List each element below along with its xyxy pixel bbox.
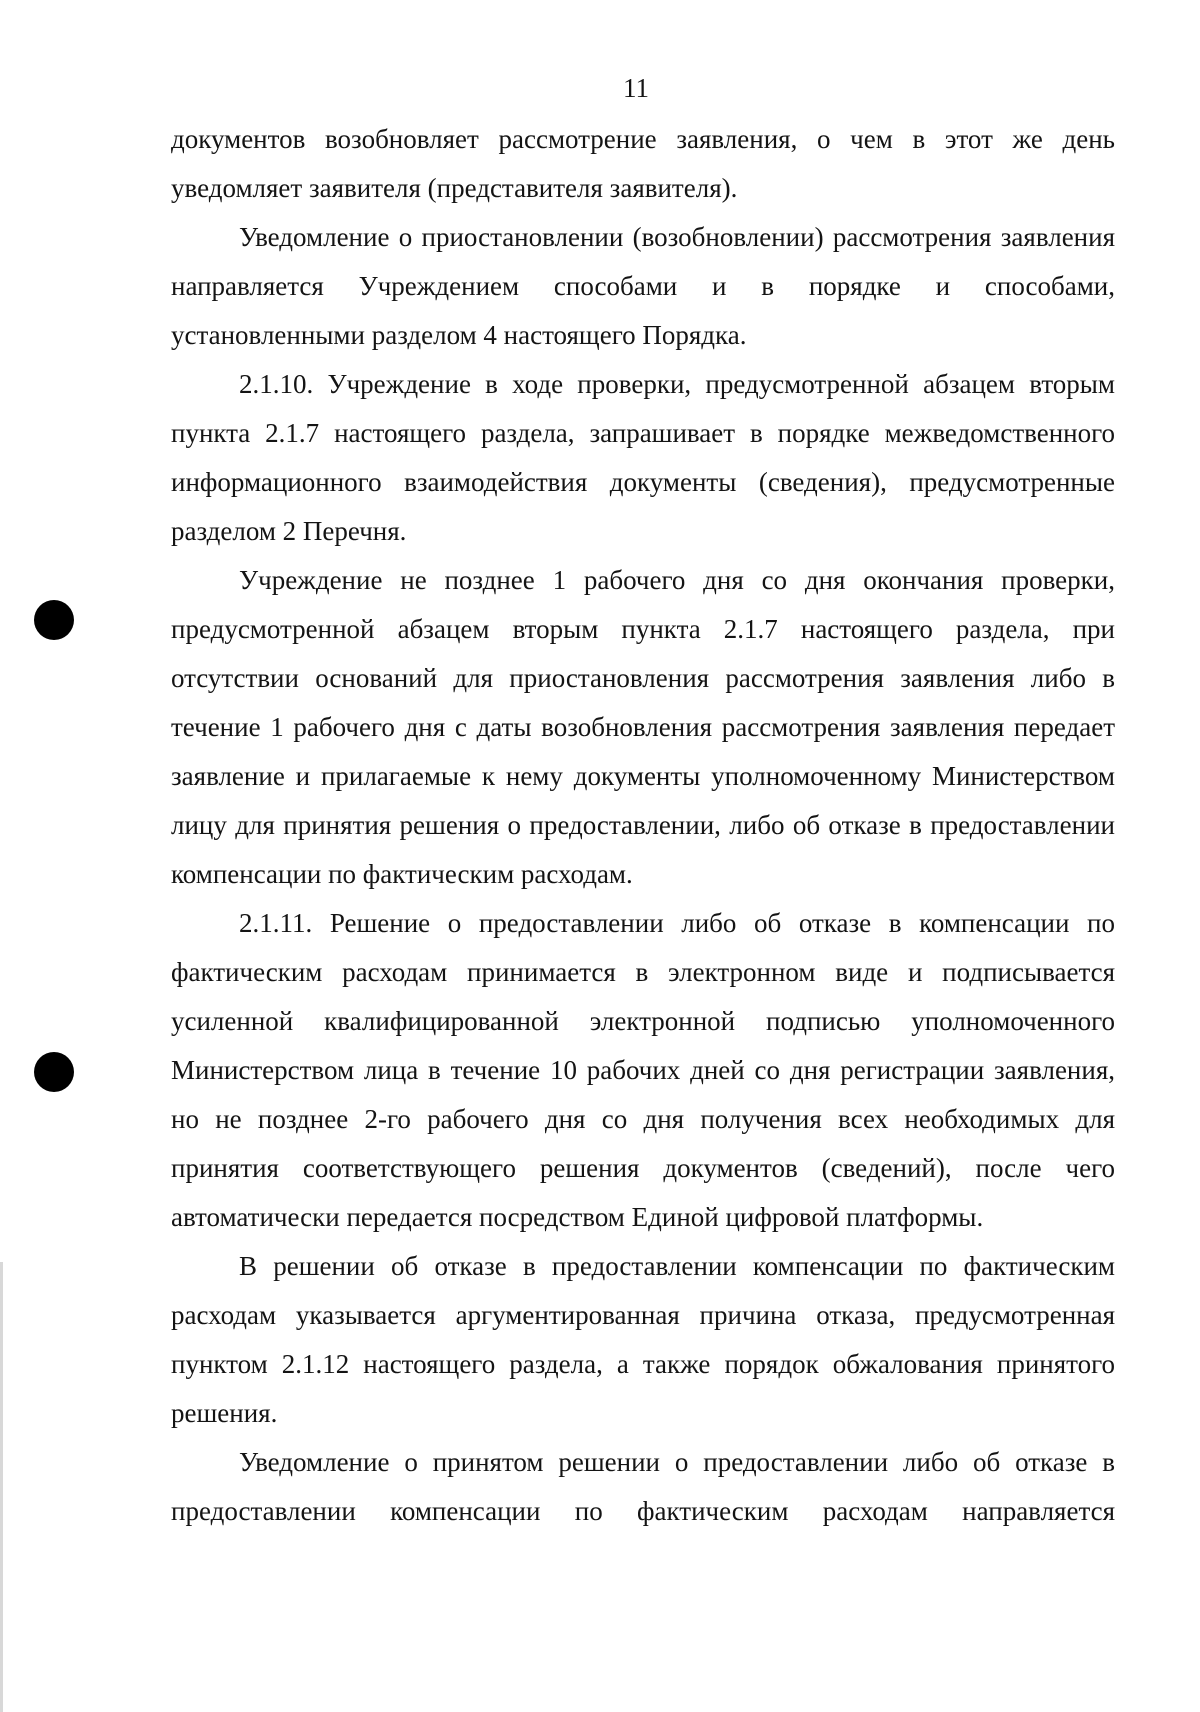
paragraph-6: В решении об отказе в предоставлении компенсации по фактическим расходам указывается аргументированная причина отказа, предусмотренная пунктом 2.1.12 настоящего раздела, а также порядок обжалования принятого решения. (171, 1251, 1115, 1428)
page-number: 11 (623, 73, 649, 103)
paragraph-7: Уведомление о принятом решении о предоставлении либо об отказе в предоставлении компенсации по фактическим расходам направляется (171, 1447, 1115, 1526)
paragraph-3: 2.1.10. Учреждение в ходе проверки, предусмотренной абзацем вторым пункта 2.1.7 настоящего раздела, запрашивает в порядке межведомственного информационного взаимодействия документы (сведения), предусмотренные разделом 2 Перечня. (171, 369, 1115, 546)
paragraph-5: 2.1.11. Решение о предоставлении либо об отказе в компенсации по фактическим расходам принимается в электронном виде и подписывается усиленной квалифицированной электронной подписью уполномоченного Министерством лица в течение 10 рабочих дней со дня регистрации заявления, но не позднее 2-го рабочего дня со дня получения всех необходимых для принятия соответствующего решения документов (сведений), после чего автоматически передается посредством Единой цифровой платформы. (171, 908, 1115, 1232)
paragraph-2: Уведомление о приостановлении (возобновлении) рассмотрения заявления направляется Учреждением способами и в порядке и способами, установленными разделом 4 настоящего Порядка. (171, 222, 1115, 350)
paragraph-1: документов возобновляет рассмотрение заявления, о чем в этот же день уведомляет заявителя (представителя заявителя). (171, 124, 1115, 203)
punch-hole-top (34, 600, 74, 640)
paragraph-4: Учреждение не позднее 1 рабочего дня со дня окончания проверки, предусмотренной абзацем вторым пункта 2.1.7 настоящего раздела, при отсутствии оснований для приостановления рассмотрения заявления либо в течение 1 рабочего дня с даты возобновления рассмотрения заявления передает заявление и прилагаемые к нему документы уполномоченному Министерством лицу для принятия решения о предоставлении, либо об отказе в предоставлении компенсации по фактическим расходам. (171, 565, 1115, 889)
document-body (171, 115, 1115, 1536)
punch-hole-bottom (34, 1052, 74, 1092)
scan-edge-shadow (0, 1262, 3, 1712)
